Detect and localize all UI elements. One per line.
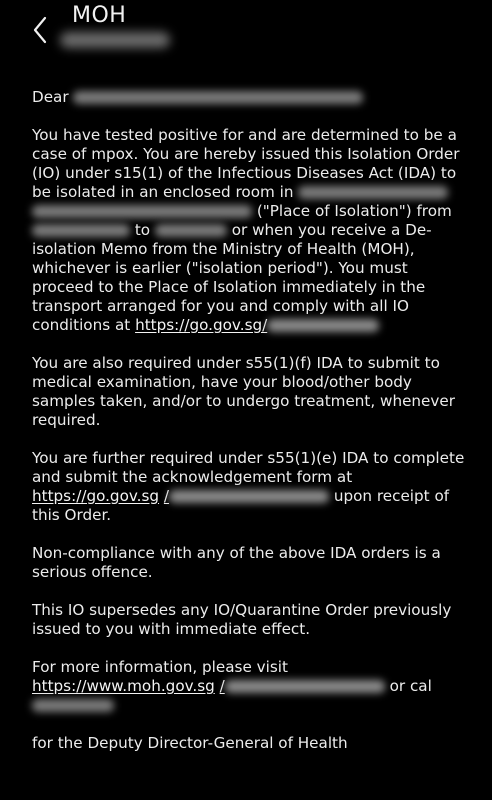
- redacted-form-path: [169, 490, 329, 503]
- sender-name: MOH: [72, 3, 127, 28]
- moh-link-slash[interactable]: /: [219, 677, 225, 695]
- more-information-text: For more information, please visit: [32, 658, 288, 676]
- supersedes-paragraph: This IO supersedes any IO/Quarantine Order previously issued to you with immediate effect.: [32, 601, 452, 638]
- io-conditions-link[interactable]: https://go.gov.sg/: [135, 316, 268, 334]
- acknowledgement-paragraph: [32, 449, 472, 525]
- from-text: from: [416, 202, 452, 220]
- or-call-text: or cal: [389, 677, 432, 695]
- to-text: to: [134, 221, 151, 239]
- place-of-isolation-label: ("Place of Isolation"): [256, 202, 412, 220]
- back-button[interactable]: [22, 10, 58, 50]
- signature-line: for the Deputy Director-General of Health: [32, 734, 348, 752]
- message-body[interactable]: [32, 88, 472, 772]
- medical-examination-paragraph: You are also required under s55(1)(f) IDA to submit to medical examination, have your blood/other body samples taken, and/or to undergo treatment, whenever required.: [32, 354, 455, 429]
- message-header: [0, 0, 492, 70]
- isolation-order-text: You have tested positive for and are determined to be a case of mpox. You are hereby issued this Isolation Order (IO) under s15(1) of the Infectious Diseases Act (IDA) to be isolated in an enclosed room in: [32, 126, 460, 201]
- redacted-sender-number: [60, 32, 170, 48]
- upon-receipt-text: upon receipt of this Order.: [32, 487, 450, 524]
- greeting-text: Dear: [32, 88, 69, 106]
- acknowledgement-text: You are further required under s55(1)(e) IDA to complete and submit the acknowledgement form at: [32, 449, 465, 486]
- redacted-link-path: [267, 319, 379, 332]
- greeting-line: [32, 88, 472, 107]
- redacted-phone-number: [32, 699, 114, 712]
- redacted-website-path: [225, 680, 385, 693]
- chevron-left-icon: [32, 16, 48, 44]
- moh-website-link[interactable]: https://www.moh.gov.sg: [32, 677, 215, 695]
- redacted-recipient-name: [73, 91, 363, 104]
- isolation-conditions-text: or when you receive a De-isolation Memo from the Ministry of Health (MOH), whichever is earlier ("isolation period"). You must proceed to the Place of Isolation immediately in the transport arranged for you and comply with all IO conditions at: [32, 221, 432, 334]
- acknowledgement-form-link[interactable]: https://go.gov.sg: [32, 487, 160, 505]
- redacted-address-cont: [32, 205, 252, 218]
- redacted-end-date: [155, 224, 227, 237]
- more-information-paragraph: [32, 658, 472, 715]
- isolation-order-paragraph: [32, 126, 472, 335]
- redacted-address: [298, 186, 448, 199]
- acknowledgement-link-slash[interactable]: /: [163, 487, 170, 505]
- non-compliance-paragraph: Non-compliance with any of the above IDA orders is a serious offence.: [32, 544, 441, 581]
- redacted-start-date: [32, 224, 130, 237]
